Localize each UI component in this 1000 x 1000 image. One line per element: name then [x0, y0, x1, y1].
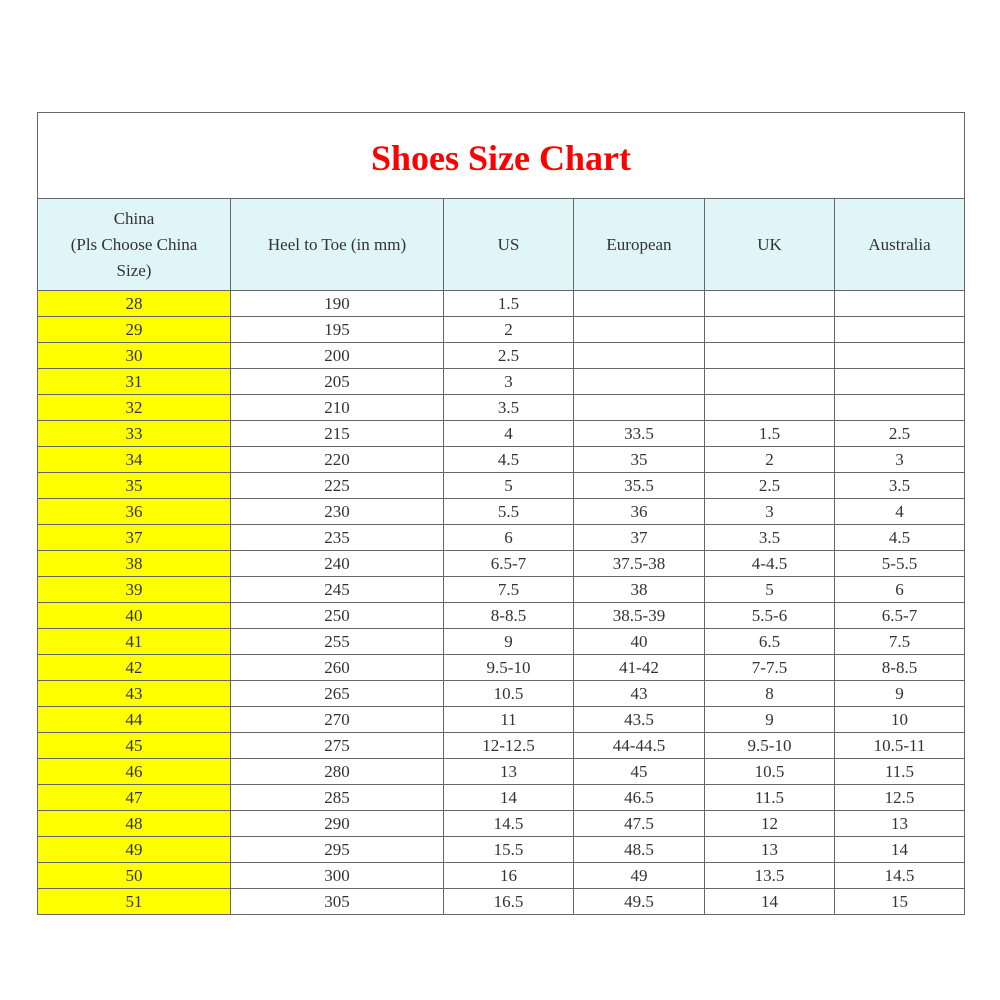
- australia-size-cell: 15: [835, 889, 965, 915]
- header-uk: UK: [705, 199, 835, 291]
- uk-size-cell: 9.5-10: [705, 733, 835, 759]
- australia-size-cell: 4.5: [835, 525, 965, 551]
- china-size-cell: 31: [38, 369, 231, 395]
- uk-size-cell: [705, 395, 835, 421]
- heel-to-toe-cell: 285: [231, 785, 444, 811]
- heel-to-toe-cell: 280: [231, 759, 444, 785]
- australia-size-cell: 7.5: [835, 629, 965, 655]
- uk-size-cell: 14: [705, 889, 835, 915]
- european-size-cell: 33.5: [574, 421, 705, 447]
- european-size-cell: [574, 343, 705, 369]
- us-size-cell: 1.5: [444, 291, 574, 317]
- australia-size-cell: 10: [835, 707, 965, 733]
- us-size-cell: 3: [444, 369, 574, 395]
- european-size-cell: 44-44.5: [574, 733, 705, 759]
- header-australia: Australia: [835, 199, 965, 291]
- table-row: [38, 499, 965, 525]
- us-size-cell: 16.5: [444, 889, 574, 915]
- table-row: [38, 291, 965, 317]
- china-size-cell: 43: [38, 681, 231, 707]
- heel-to-toe-cell: 205: [231, 369, 444, 395]
- australia-size-cell: 5-5.5: [835, 551, 965, 577]
- china-size-cell: 35: [38, 473, 231, 499]
- heel-to-toe-cell: 240: [231, 551, 444, 577]
- european-size-cell: 43.5: [574, 707, 705, 733]
- uk-size-cell: 1.5: [705, 421, 835, 447]
- uk-size-cell: 11.5: [705, 785, 835, 811]
- table-row: [38, 525, 965, 551]
- uk-size-cell: 12: [705, 811, 835, 837]
- table-row: [38, 577, 965, 603]
- european-size-cell: 46.5: [574, 785, 705, 811]
- table-row: [38, 811, 965, 837]
- header-china-line-1: China: [113, 208, 155, 228]
- us-size-cell: 11: [444, 707, 574, 733]
- title-row: [38, 113, 965, 199]
- us-size-cell: 6.5-7: [444, 551, 574, 577]
- table-row: [38, 863, 965, 889]
- table-row: [38, 707, 965, 733]
- us-size-cell: 15.5: [444, 837, 574, 863]
- us-size-cell: 8-8.5: [444, 603, 574, 629]
- european-size-cell: 35: [574, 447, 705, 473]
- australia-size-cell: [835, 369, 965, 395]
- table-row: [38, 681, 965, 707]
- heel-to-toe-cell: 245: [231, 577, 444, 603]
- european-size-cell: 36: [574, 499, 705, 525]
- heel-to-toe-cell: 210: [231, 395, 444, 421]
- header-row: [38, 199, 965, 291]
- china-size-cell: 38: [38, 551, 231, 577]
- heel-to-toe-cell: 195: [231, 317, 444, 343]
- european-size-cell: [574, 291, 705, 317]
- china-size-cell: 51: [38, 889, 231, 915]
- header-china-line-3: Size): [116, 260, 152, 280]
- table-row: [38, 655, 965, 681]
- australia-size-cell: 9: [835, 681, 965, 707]
- table-row: [38, 837, 965, 863]
- heel-to-toe-cell: 265: [231, 681, 444, 707]
- china-size-cell: 44: [38, 707, 231, 733]
- heel-to-toe-cell: 300: [231, 863, 444, 889]
- china-size-cell: 42: [38, 655, 231, 681]
- uk-size-cell: 2.5: [705, 473, 835, 499]
- us-size-cell: 12-12.5: [444, 733, 574, 759]
- uk-size-cell: 3: [705, 499, 835, 525]
- us-size-cell: 9.5-10: [444, 655, 574, 681]
- china-size-cell: 37: [38, 525, 231, 551]
- china-size-cell: 32: [38, 395, 231, 421]
- european-size-cell: 37: [574, 525, 705, 551]
- australia-size-cell: [835, 317, 965, 343]
- european-size-cell: 41-42: [574, 655, 705, 681]
- china-size-cell: 48: [38, 811, 231, 837]
- us-size-cell: 14: [444, 785, 574, 811]
- table-row: [38, 889, 965, 915]
- heel-to-toe-cell: 220: [231, 447, 444, 473]
- european-size-cell: 45: [574, 759, 705, 785]
- table-row: [38, 421, 965, 447]
- uk-size-cell: 6.5: [705, 629, 835, 655]
- heel-to-toe-cell: 230: [231, 499, 444, 525]
- uk-size-cell: 3.5: [705, 525, 835, 551]
- chart-title: Shoes Size Chart: [371, 137, 631, 178]
- australia-size-cell: 10.5-11: [835, 733, 965, 759]
- uk-size-cell: [705, 343, 835, 369]
- heel-to-toe-cell: 260: [231, 655, 444, 681]
- us-size-cell: 4: [444, 421, 574, 447]
- european-size-cell: 35.5: [574, 473, 705, 499]
- china-size-cell: 50: [38, 863, 231, 889]
- table-row: [38, 733, 965, 759]
- heel-to-toe-cell: 215: [231, 421, 444, 447]
- table-row: [38, 343, 965, 369]
- header-heel-to-toe: Heel to Toe (in mm): [231, 199, 444, 291]
- uk-size-cell: [705, 369, 835, 395]
- uk-size-cell: 5: [705, 577, 835, 603]
- size-chart-table: [37, 112, 965, 915]
- australia-size-cell: 13: [835, 811, 965, 837]
- china-size-cell: 30: [38, 343, 231, 369]
- table-row: [38, 629, 965, 655]
- australia-size-cell: [835, 343, 965, 369]
- us-size-cell: 9: [444, 629, 574, 655]
- european-size-cell: 38.5-39: [574, 603, 705, 629]
- header-china-line-2: (Pls Choose China: [70, 234, 198, 254]
- table-row: [38, 603, 965, 629]
- header-european: European: [574, 199, 705, 291]
- heel-to-toe-cell: 250: [231, 603, 444, 629]
- us-size-cell: 2.5: [444, 343, 574, 369]
- european-size-cell: 43: [574, 681, 705, 707]
- australia-size-cell: 14.5: [835, 863, 965, 889]
- european-size-cell: [574, 369, 705, 395]
- european-size-cell: 48.5: [574, 837, 705, 863]
- china-size-cell: 33: [38, 421, 231, 447]
- title-cell: [38, 113, 965, 199]
- australia-size-cell: 3.5: [835, 473, 965, 499]
- uk-size-cell: 4-4.5: [705, 551, 835, 577]
- table-row: [38, 317, 965, 343]
- china-size-cell: 34: [38, 447, 231, 473]
- australia-size-cell: 12.5: [835, 785, 965, 811]
- heel-to-toe-cell: 270: [231, 707, 444, 733]
- us-size-cell: 7.5: [444, 577, 574, 603]
- heel-to-toe-cell: 255: [231, 629, 444, 655]
- european-size-cell: 40: [574, 629, 705, 655]
- table-row: [38, 369, 965, 395]
- table-row: [38, 395, 965, 421]
- china-size-cell: 45: [38, 733, 231, 759]
- china-size-cell: 49: [38, 837, 231, 863]
- us-size-cell: 16: [444, 863, 574, 889]
- australia-size-cell: 8-8.5: [835, 655, 965, 681]
- us-size-cell: 5.5: [444, 499, 574, 525]
- european-size-cell: 49: [574, 863, 705, 889]
- size-chart-body: [38, 113, 965, 915]
- heel-to-toe-cell: 200: [231, 343, 444, 369]
- uk-size-cell: 7-7.5: [705, 655, 835, 681]
- european-size-cell: 37.5-38: [574, 551, 705, 577]
- australia-size-cell: 6.5-7: [835, 603, 965, 629]
- australia-size-cell: 4: [835, 499, 965, 525]
- us-size-cell: 13: [444, 759, 574, 785]
- heel-to-toe-cell: 305: [231, 889, 444, 915]
- australia-size-cell: 2.5: [835, 421, 965, 447]
- australia-size-cell: 3: [835, 447, 965, 473]
- australia-size-cell: 6: [835, 577, 965, 603]
- uk-size-cell: [705, 291, 835, 317]
- uk-size-cell: 8: [705, 681, 835, 707]
- uk-size-cell: 10.5: [705, 759, 835, 785]
- table-row: [38, 473, 965, 499]
- china-size-cell: 29: [38, 317, 231, 343]
- australia-size-cell: [835, 291, 965, 317]
- table-row: [38, 785, 965, 811]
- uk-size-cell: 13.5: [705, 863, 835, 889]
- uk-size-cell: 2: [705, 447, 835, 473]
- heel-to-toe-cell: 190: [231, 291, 444, 317]
- table-row: [38, 759, 965, 785]
- european-size-cell: [574, 395, 705, 421]
- us-size-cell: 10.5: [444, 681, 574, 707]
- european-size-cell: 38: [574, 577, 705, 603]
- european-size-cell: 49.5: [574, 889, 705, 915]
- heel-to-toe-cell: 290: [231, 811, 444, 837]
- uk-size-cell: 9: [705, 707, 835, 733]
- australia-size-cell: [835, 395, 965, 421]
- table-row: [38, 447, 965, 473]
- heel-to-toe-cell: 235: [231, 525, 444, 551]
- china-size-cell: 39: [38, 577, 231, 603]
- heel-to-toe-cell: 275: [231, 733, 444, 759]
- us-size-cell: 4.5: [444, 447, 574, 473]
- china-size-cell: 40: [38, 603, 231, 629]
- uk-size-cell: [705, 317, 835, 343]
- us-size-cell: 14.5: [444, 811, 574, 837]
- china-size-cell: 46: [38, 759, 231, 785]
- us-size-cell: 2: [444, 317, 574, 343]
- australia-size-cell: 14: [835, 837, 965, 863]
- uk-size-cell: 13: [705, 837, 835, 863]
- china-size-cell: 47: [38, 785, 231, 811]
- us-size-cell: 3.5: [444, 395, 574, 421]
- china-size-cell: 41: [38, 629, 231, 655]
- china-size-cell: 36: [38, 499, 231, 525]
- table-row: [38, 551, 965, 577]
- european-size-cell: [574, 317, 705, 343]
- heel-to-toe-cell: 225: [231, 473, 444, 499]
- header-us: US: [444, 199, 574, 291]
- heel-to-toe-cell: 295: [231, 837, 444, 863]
- china-size-cell: 28: [38, 291, 231, 317]
- australia-size-cell: 11.5: [835, 759, 965, 785]
- header-china: [38, 199, 231, 291]
- us-size-cell: 6: [444, 525, 574, 551]
- uk-size-cell: 5.5-6: [705, 603, 835, 629]
- us-size-cell: 5: [444, 473, 574, 499]
- european-size-cell: 47.5: [574, 811, 705, 837]
